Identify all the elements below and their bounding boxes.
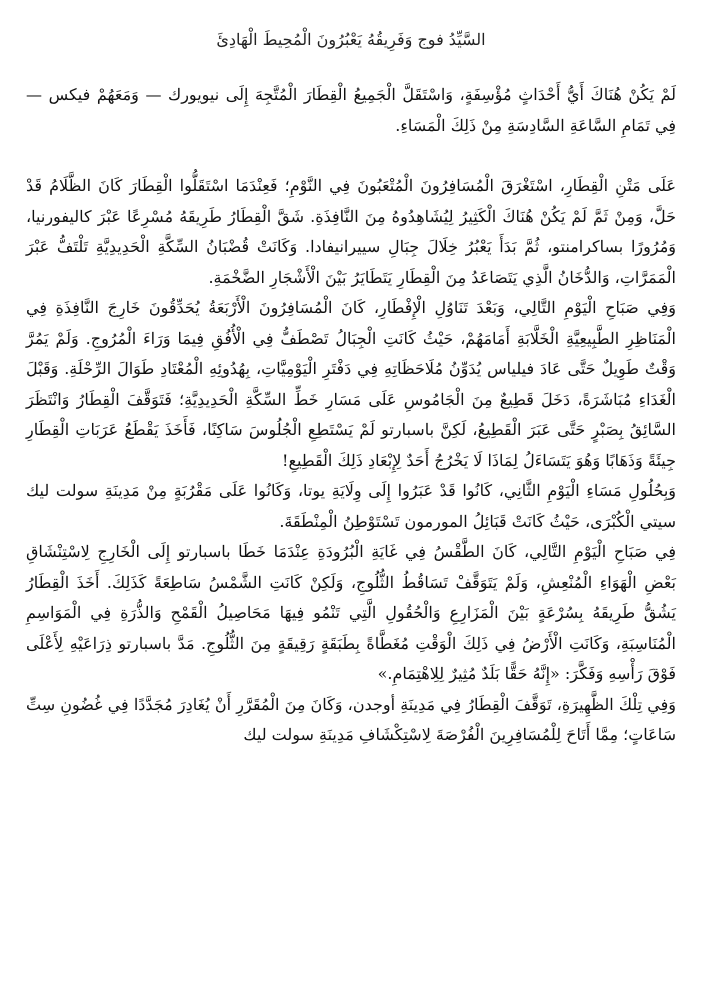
paragraph: وَفِي تِلْكَ الظَّهِيرَةِ، تَوَقَّفَ الْقِطَارُ فِي مَدِينَةِ أوجدن، وَكَانَ مِنَ الْمُقَرَّرِ أَنْ يُغَادِرَ مُجَدَّدًا فِي غُضُونِ سِتِّ سَاعَاتٍ؛ مِمَّا أَتَاحَ لِلْمُسَافِرِينَ الْفُرْصَةَ لِاسْتِكْشَافِ مَدِينَةِ سولت ليك bbox=[26, 694, 676, 744]
paragraph: لَمْ يَكُنْ هُنَاكَ أَيُّ أَحْدَاثٍ مُؤْسِفَةٍ، وَاسْتَقَلَّ الْجَمِيعُ الْقِطَارَ الْمُتَّجِهَ إِلَى نيويورك — وَمَعَهُمْ فيكس — فِي تَمَامِ السَّاعَةِ السَّادِسَةِ مِنْ ذَلِكَ الْمَسَاءِ. bbox=[26, 85, 676, 135]
body-text bbox=[26, 80, 676, 751]
paragraph: وَبِحُلُولِ مَسَاءِ الْيَوْمِ الثَّانِي، كَانُوا قَدْ عَبَرُوا إِلَى وِلَايَةِ يوتا، وَكَانُوا عَلَى مَقْرُبَةٍ مِنْ مَدِينَةِ سولت ليك سيتي الْكُبْرَى، حَيْثُ كَانَتْ قَبَائِلُ المورمون تَسْتَوْطِنُ الْمِنْطَقَةَ. bbox=[26, 481, 676, 531]
paragraph: وَفِي صَبَاحِ الْيَوْمِ التَّالِي، وَبَعْدَ تَنَاوُلِ الْإِفْطَارِ، كَانَ الْمُسَافِرُونَ الْأَرْبَعَةُ يُحَدِّقُونَ خَارِجَ النَّافِذَةِ فِي الْمَنَاظِرِ الطَّبِيعِيَّةِ الْخَلَّابَةِ أَمَامَهُمْ، حَيْثُ كَانَتِ الْجِبَالُ تَصْطَفُّ فِي الْأُفُقِ فِيمَا وَرَاءَ الْمُرُوجِ. وَلَمْ يَمُرَّ وَقْتٌ طَوِيلٌ حَتَّى عَادَ فيلياس يُدَوِّنُ مُلَاحَظَاتِهِ فِي دَفْتَرِ الْيَوْمِيَّاتِ، بِهُدُوئِهِ الْمُعْتَادِ طَوَالَ الرِّحْلَةِ. وَقَبْلَ الْغَدَاءِ مُبَاشَرَةً، دَخَلَ قَطِيعٌ مِنَ الْجَامُوسِ عَلَى مَسَارِ خَطِّ السِّكَّةِ الْحَدِيدِيَّةِ؛ فَتَوَقَّفَ الْقِطَارُ وَانْتَظَرَ السَّائِقُ بِصَبْرٍ حَتَّى عَبَرَ الْقَطِيعُ، لَكِنَّ باسبارتو لَمْ يَسْتَطِعِ الْجُلُوسَ سَاكِنًا، فَأَخَذَ يَقْطَعُ عَرَبَاتِ الْقِطَارِ جِيئَةً وَذَهَابًا وَهُوَ يَتَسَاءَلُ لِمَاذَا لَا يَخْرُجُ أَحَدٌ لِإِبْعَادِ ذَلِكَ الْقَطِيعِ! bbox=[26, 298, 676, 470]
running-head: السَّيِّدُ فوج وَفَرِيقُهُ يَعْبُرُونَ الْمُحِيطَ الْهَادِئَ bbox=[216, 30, 486, 49]
paragraph: فِي صَبَاحِ الْيَوْمِ التَّالِي، كَانَ الطَّقْسُ فِي غَايَةِ الْبُرُودَةِ عِنْدَمَا خَطَا باسبارتو إِلَى الْخَارِجِ لِاسْتِنْشَاقِ بَعْضِ الْهَوَاءِ الْمُنْعِشِ، وَلَمْ يَتَوَقَّفْ تَسَاقُطُ الثُّلُوجِ، وَلَكِنْ كَانَتِ الشَّمْسُ سَاطِعَةً كَذَلِكَ. أَخَذَ الْقِطَارُ يَشُقُّ طَرِيقَهُ بِسُرْعَةٍ بَيْنَ الْمَزَارِعِ وَالْحُقُولِ الَّتِي تَنْمُو فِيهَا مَحَاصِيلُ الْقَمْحِ وَالذُّرَةِ فِي الْمَوَاسِمِ الْمُنَاسِبَةِ، وَكَانَتِ الْأَرْضُ فِي ذَلِكَ الْوَقْتِ مُغَطَّاةً بِطَبَقَةٍ رَقِيقَةٍ مِنَ الثُّلُوجِ. مَدَّ باسبارتو ذِرَاعَيْهِ لِأَعْلَى فَوْقَ رَأْسِهِ وَفَكَّرَ: «إِنَّهُ حَقًّا بَلَدٌ مُثِيرٌ لِلِاهْتِمَامِ.» bbox=[26, 542, 677, 683]
paragraph: عَلَى مَتْنِ الْقِطَارِ، اسْتَغْرَقَ الْمُسَافِرُونَ الْمُتْعَبُونَ فِي النَّوْمِ؛ فَعِنْدَمَا اسْتَقَلُّوا الْقِطَارَ كَانَ الظَّلَامُ قَدْ حَلَّ، وَمِنْ ثَمَّ لَمْ يَكُنْ هُنَاكَ الْكَثِيرُ لِيُشَاهِدُوهُ مِنَ النَّافِذَةِ. شَقَّ الْقِطَارُ طَرِيقَهُ مُسْرِعًا عَبْرَ كاليفورنيا، وَمُرُورًا بساكرامنتو، ثُمَّ بَدَأَ يَعْبُرُ خِلَالَ جِبَالِ سييرانيفادا. وَكَانَتْ قُضْبَانُ السِّكَّةِ الْحَدِيدِيَّةِ تَلْتَفُّ عَبْرَ الْمَمَرَّاتِ، وَالدُّخَانُ الَّذِي يَتَصَاعَدُ مِنَ الْقِطَارِ يَتَطَايَرُ بَيْنَ الْأَشْجَارِ الضَّخْمَةِ. bbox=[26, 176, 677, 287]
